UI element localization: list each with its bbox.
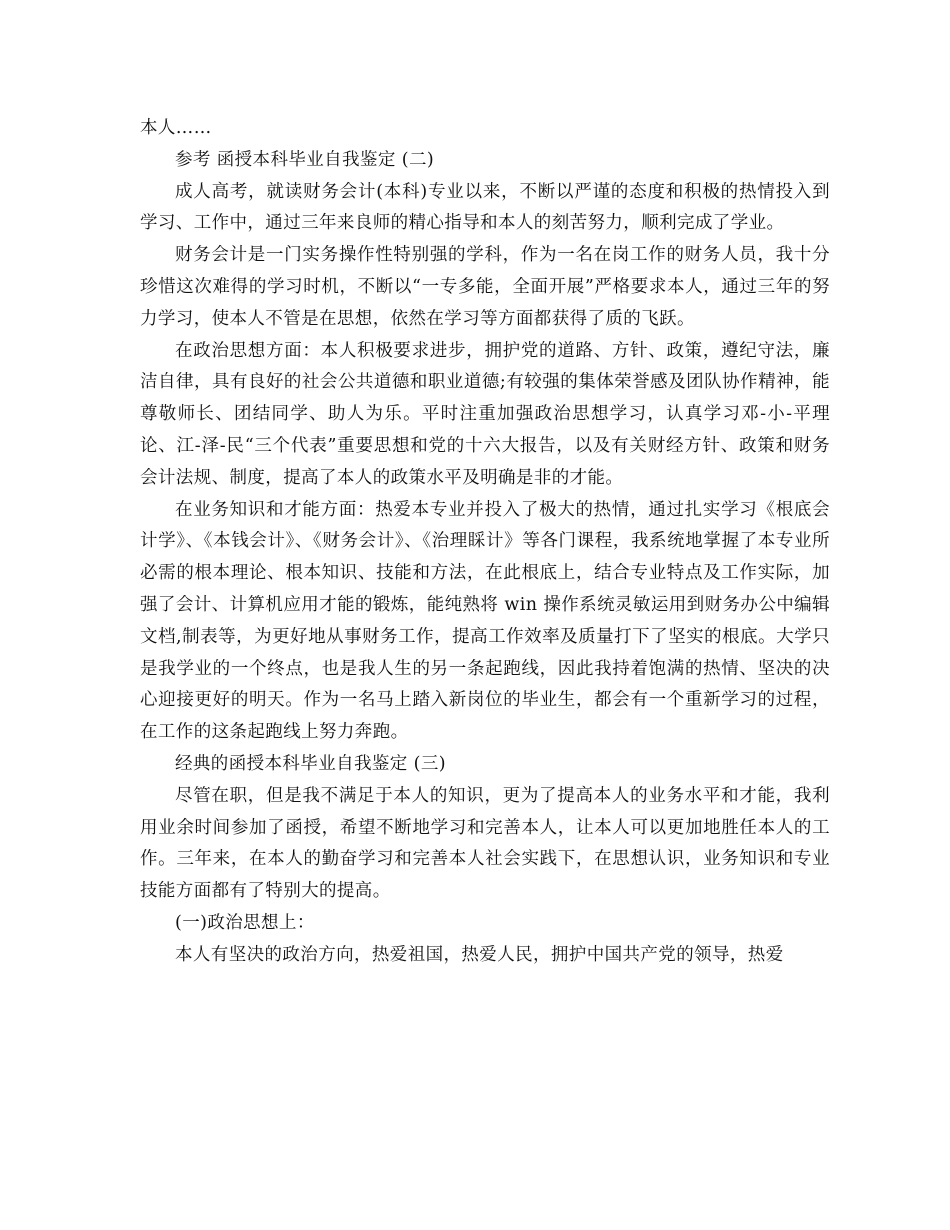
section-heading-2: 参考 函授本科毕业自我鉴定 (二): [175, 149, 435, 170]
subsection-heading: (一)政治思想上：: [175, 912, 315, 933]
section-heading-3: 经典的函授本科毕业自我鉴定 (三): [175, 753, 447, 774]
paragraph: 财务会计是一门实务操作性特别强的学科，作为一名在岗工作的财务人员，我十分珍惜这次难得的学习时机，不断以“一专多能，全面开展”严格要求本人，通过三年的努力学习，使本人不管是在思想，依然在学习等方面都获得了质的飞跃。: [140, 245, 830, 329]
paragraph-continuation: 本人……: [140, 118, 212, 138]
paragraph: 本人有坚决的政治方向，热爱祖国，热爱人民，拥护中国共产党的领导，热爱: [175, 944, 784, 965]
paragraph: 尽管在职，但是我不满足于本人的知识，更为了提高本人的业务水平和才能，我利用业余时间参加了函授，希望不断地学习和完善本人，让本人可以更加地胜任本人的工作。三年来，在本人的勤奋学习和完善本人社会实践下，在思想认识，业务知识和专业技能方面都有了特别大的提高。: [140, 785, 830, 902]
paragraph: 成人高考，就读财务会计(本科)专业以来，不断以严谨的态度和积极的热情投入到学习、工作中，通过三年来良师的精心指导和本人的刻苦努力，顺利完成了学业。: [140, 181, 830, 234]
document-body: [140, 113, 830, 972]
paragraph: 在业务知识和才能方面：热爱本专业并投入了极大的热情，通过扎实学习《根底会计学》、《本钱会计》、《财务会计》、《治理睬计》等各门课程，我系统地掌握了本专业所必需的根本理论、根本知识、技能和方法，在此根底上，结合专业特点及工作实际，加强了会计、计算机应用才能的锻炼，能纯熟将 win 操作系统灵敏运用到财务办公中编辑文档,制表等，为更好地从事财务工作，提高工作效率及质量打下了坚实的根底。大学只是我学业的一个终点，也是我人生的另一条起跑线，因此我持着饱满的热情、坚决的决心迎接更好的明天。作为一名马上踏入新岗位的毕业生，都会有一个重新学习的过程，在工作的这条起跑线上努力奔跑。: [140, 499, 830, 743]
paragraph: 在政治思想方面：本人积极要求进步，拥护党的道路、方针、政策，遵纪守法，廉洁自律，具有良好的社会公共道德和职业道德;有较强的集体荣誉感及团队协作精神，能尊敬师长、团结同学、助人为乐。平时注重加强政治思想学习，认真学习邓-小-平理论、江-泽-民“三个代表”重要思想和党的十六大报告，以及有关财经方针、政策和财务会计法规、制度，提高了本人的政策水平及明确是非的才能。: [140, 340, 830, 488]
